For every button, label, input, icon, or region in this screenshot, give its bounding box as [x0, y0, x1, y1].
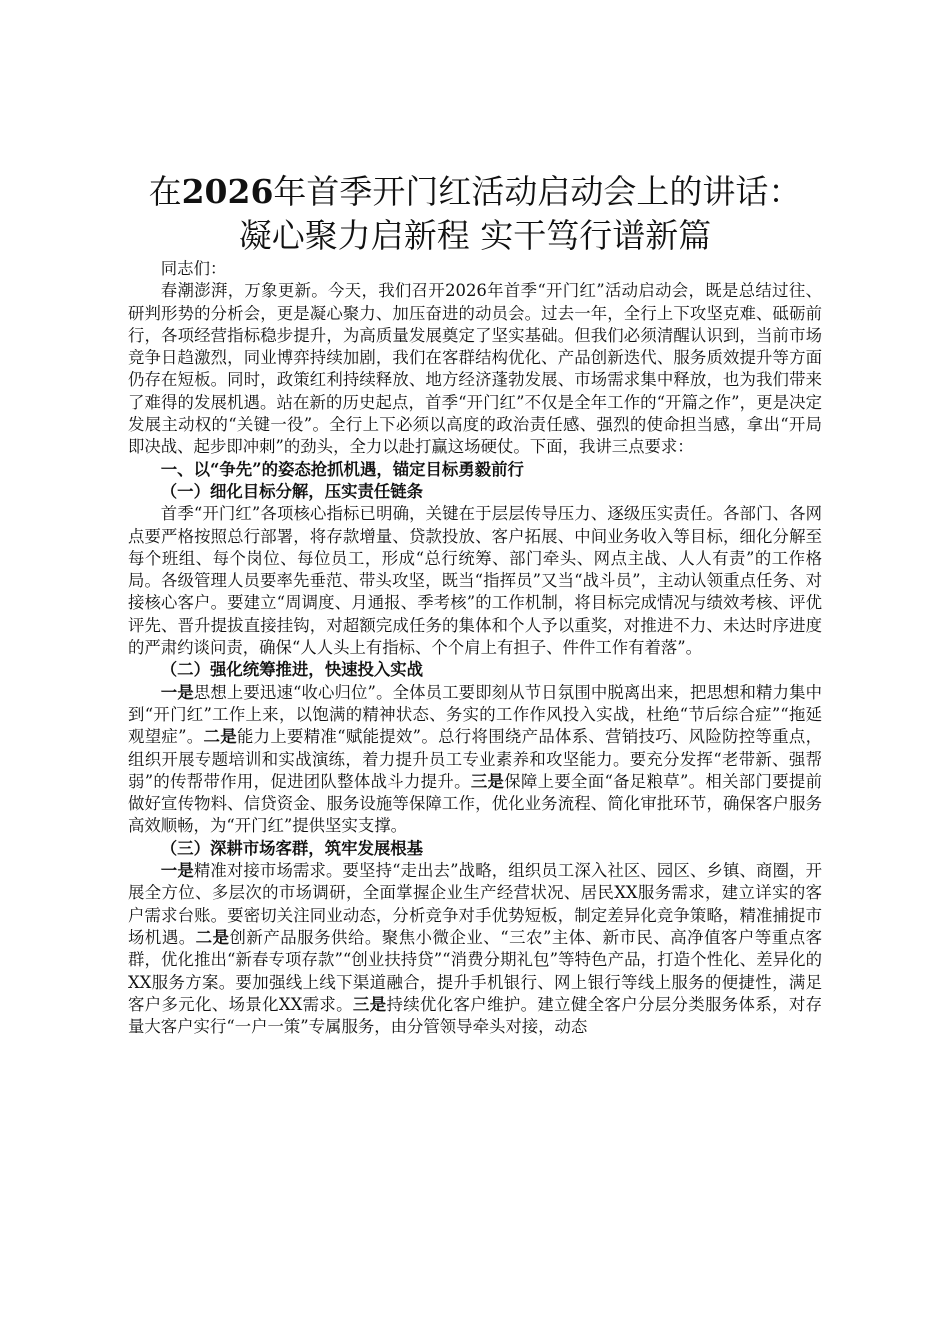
point-lead: 一是 [160, 861, 194, 881]
point-text: 能力上要精准“赋能提效”。总行将围绕产品体系、营销技巧、风险防控等重点，组织开展专题培训和实战演练，着力提升员工专业素养和攻坚能力。要充分发挥“老带新、强帮弱”的传帮带作用，促进团队整体战斗力提升。 [128, 727, 822, 791]
subsection-heading-1: （一）细化目标分解，压实责任链条 [160, 481, 424, 501]
document-title [128, 170, 822, 214]
point-lead: 三是 [470, 771, 505, 791]
intro-paragraph: 春潮澎湃，万象更新。今天，我们召开2026年首季“开门红”活动启动会，既是总结过往、研判形势的分析会，更是凝心聚力、加压奋进的动员会。过去一年，全行上下攻坚克难、砥砺前行，各项经营指标稳步提升，为高质量发展奠定了坚实基础。但我们必须清醒认识到，当前市场竞争日趋激烈，同业博弈持续加剧，我们在客群结构优化、产品创新迭代、服务质效提升等方面仍存在短板。同时，政策红利持续释放、地方经济蓬勃发展、市场需求集中释放，也为我们带来了难得的发展机遇。站在新的历史起点，首季“开门红”不仅是全年工作的“开篇之作”，更是决定发展主动权的“关键一役”。全行上下必须以高度的政治责任感、强烈的使命担当感，拿出“开局即决战、起步即冲刺”的劲头，全力以赴打赢这场硬仗。下面，我讲三点要求： [128, 281, 822, 457]
point-lead: 二是 [203, 727, 237, 747]
point-lead: 二是 [195, 927, 230, 947]
document-subtitle: 凝心聚力启新程 实干笃行谱新篇 [238, 216, 712, 255]
subsection-2-paragraph [128, 682, 822, 838]
point-lead: 三是 [352, 994, 387, 1014]
point-lead: 一是 [160, 682, 194, 702]
salutation: 同志们： [160, 259, 227, 278]
point-text: 精准对接市场需求。要坚持“走出去”战略，组织员工深入社区、园区、乡镇、商圈，开展全方位、多层次的市场调研，全面掌握企业生产经营状况、居民XX服务需求，建立详实的客户需求台账。要密切关注同业动态，分析竞争对手优势短板，制定差异化竞争策略，精准捕捉市场机遇。 [128, 861, 822, 947]
title-year: 2026 [181, 172, 274, 211]
document-body [128, 170, 822, 1038]
title-rest: 年首季开门红活动启动会上的讲话： [273, 172, 802, 211]
title-prefix: 在 [148, 172, 182, 211]
subsection-heading-3: （三）深耕市场客群，筑牢发展根基 [160, 838, 424, 858]
subsection-1-paragraph: 首季“开门红”各项核心指标已明确，关键在于层层传导压力、逐级压实责任。各部门、各网点要严格按照总行部署，将存款增量、贷款投放、客户拓展、中间业务收入等目标，细化分解至每个班组、每个岗位、每位员工，形成“总行统筹、部门牵头、网点主战、人人有责”的工作格局。各级管理人员要率先垂范、带头攻坚，既当“指挥员”又当“战斗员”，主动认领重点任务、对接核心客户。要建立“周调度、月通报、季考核”的工作机制，将目标完成情况与绩效考核、评优评先、晋升提拔直接挂钩，对超额完成任务的集体和个人予以重奖，对推进不力、未达时序进度的严肃约谈问责，确保“人人头上有指标、个个肩上有担子、件件工作有着落”。 [128, 504, 822, 658]
point-text: 思想上要迅速“收心归位”。全体员工要即刻从节日氛围中脱离出来，把思想和精力集中到“开门红”工作上来，以饱满的精神状态、务实的工作作风投入实战，杜绝“节后综合症”“拖延观望症”。 [128, 682, 822, 747]
point-text: 保障上要全面“备足粮草”。相关部门要提前做好宣传物料、信贷资金、服务设施等保障工作，优化业务流程、简化审批环节，确保客户服务高效顺畅，为“开门红”提供坚实支撑。 [128, 771, 823, 836]
point-text: 持续优化客户维护。建立健全客户分层分类服务体系，对存量大客户实行“一户一策”专属服务，由分管领导牵头对接，动态 [128, 994, 823, 1037]
point-text: 创新产品服务供给。聚焦小微企业、“三农”主体、新市民、高净值客户等重点客群，优化推出“新春专项存款”“创业扶持贷”“消费分期礼包”等特色产品，打造个性化、差异化的XX服务方案。要加强线上线下渠道融合，提升手机银行、网上银行等线上服务的便捷性，满足客户多元化、场景化XX需求。 [128, 927, 823, 1014]
section-heading-1: 一、以“争先”的姿态抢抓机遇，锚定目标勇毅前行 [160, 459, 524, 479]
subsection-heading-2: （二）强化统筹推进，快速投入实战 [160, 660, 424, 680]
subsection-3-paragraph [128, 860, 822, 1038]
